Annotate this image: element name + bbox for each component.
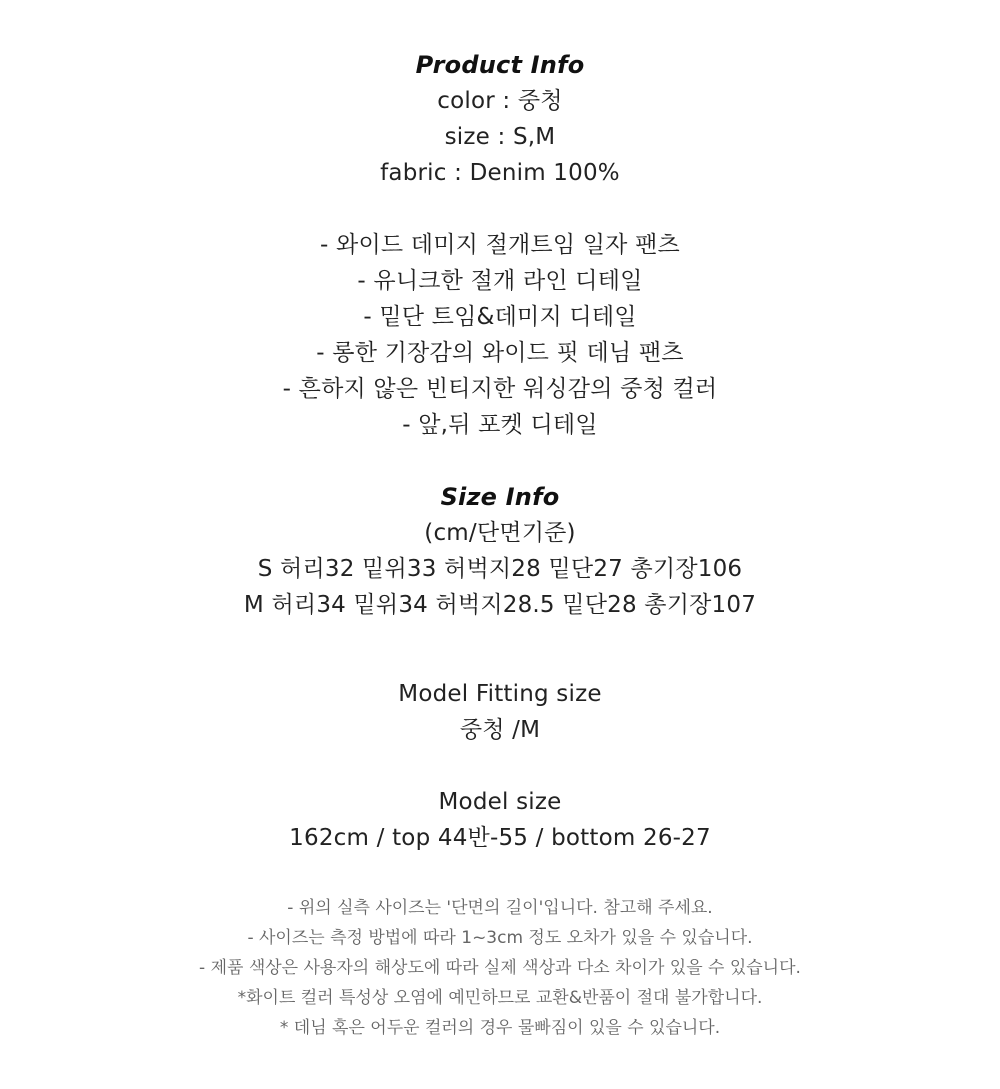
size-row-m: M 허리34 밑위34 허벅지28.5 밑단28 총기장107 [243, 592, 757, 618]
product-info-heading: Product Info [415, 51, 585, 79]
model-size-section [0, 784, 1000, 856]
product-color: color : 중청 [437, 88, 563, 114]
model-fitting-label: Model Fitting size [398, 681, 602, 707]
feature-item: - 와이드 데미지 절개트임 일자 팬츠 [320, 232, 680, 258]
model-fitting-section [0, 676, 1000, 748]
note-item: - 제품 색상은 사용자의 해상도에 따라 실제 색상과 다소 차이가 있을 수 있습니다. [199, 958, 801, 978]
feature-item: - 밑단 트임&데미지 디테일 [363, 304, 637, 330]
feature-item: - 롱한 기장감의 와이드 핏 데님 팬츠 [316, 340, 684, 366]
feature-item: - 앞,뒤 포켓 디테일 [402, 412, 598, 438]
note-item: - 위의 실측 사이즈는 '단면의 길이'입니다. 참고해 주세요. [287, 898, 713, 918]
size-info-section [0, 479, 1000, 623]
product-info-section [0, 47, 1000, 191]
note-item: * 데님 혹은 어두운 컬러의 경우 물빠짐이 있을 수 있습니다. [279, 1018, 721, 1038]
size-row-s: S 허리32 밑위33 허벅지28 밑단27 총기장106 [257, 556, 743, 582]
feature-item: - 유니크한 절개 라인 디테일 [357, 268, 643, 294]
size-unit-note: (cm/단면기준) [424, 520, 576, 546]
note-item: *화이트 컬러 특성상 오염에 예민하므로 교환&반품이 절대 불가합니다. [237, 988, 763, 1008]
notes-section [0, 893, 1000, 1043]
features-section [0, 227, 1000, 443]
model-size-label: Model size [438, 789, 562, 815]
product-fabric: fabric : Denim 100% [380, 160, 620, 186]
size-info-heading: Size Info [440, 483, 560, 511]
feature-item: - 흔하지 않은 빈티지한 워싱감의 중청 컬러 [282, 376, 718, 402]
model-fitting-value: 중청 /M [459, 717, 541, 743]
note-item: - 사이즈는 측정 방법에 따라 1~3cm 정도 오차가 있을 수 있습니다. [247, 928, 753, 948]
model-size-value: 162cm / top 44반-55 / bottom 26-27 [289, 825, 711, 851]
product-size: size : S,M [444, 124, 556, 150]
